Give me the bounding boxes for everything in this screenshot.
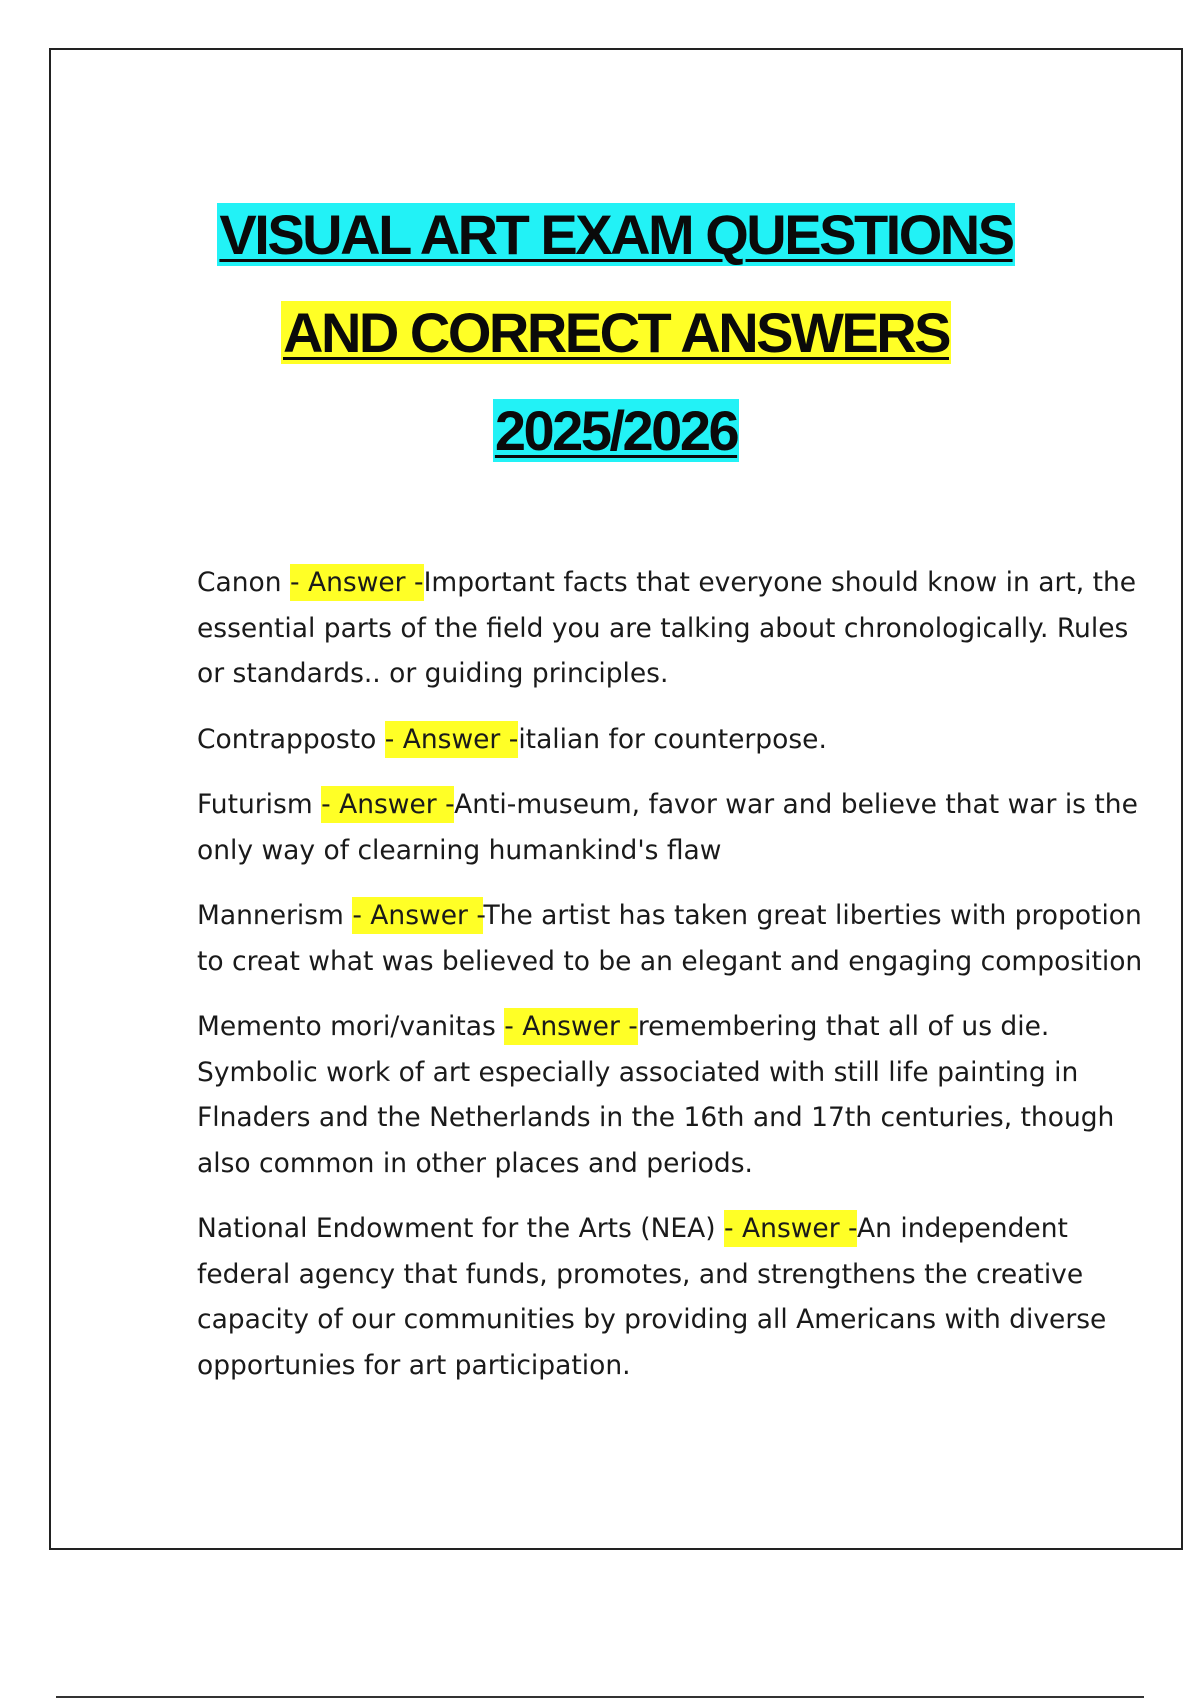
answer-separator: - Answer - [724, 1210, 857, 1247]
qa-item-mannerism [197, 893, 1147, 984]
answer-separator: - Answer - [290, 564, 424, 601]
title-text-3: 2025/2026 [494, 399, 738, 462]
title-line-2 [51, 284, 1181, 382]
qa-item-memento-mori [197, 1004, 1147, 1186]
answer-separator: - Answer - [385, 721, 519, 758]
answer: remembering that all of us die. Symbolic work of art especially associated with still life painting in Flnaders and the Netherlands in the 16th and 17th centuries, though also common in other places and periods. [197, 1011, 1115, 1179]
term: Futurism [197, 789, 322, 820]
page-frame [49, 48, 1183, 1550]
answer-separator: - Answer - [504, 1008, 638, 1045]
qa-item-canon [197, 560, 1147, 697]
term: Canon [197, 567, 290, 598]
term: Contrapposto [197, 723, 385, 755]
title-line-1 [51, 186, 1181, 284]
answer: italian for counterpose. [518, 723, 827, 755]
answer: The artist has taken great liberties with propotion to creat what was believed to be an elegant and engaging composition [197, 900, 1143, 977]
answer: An independent federal agency that funds, promotes, and strengthens the creative capacity of our communities by providing all Americans with diverse opportunies for art participation. [197, 1213, 1107, 1381]
term: Memento mori/vanitas [197, 1011, 505, 1042]
term: National Endowment for the Arts (NEA) [197, 1213, 725, 1244]
title-text-2: AND CORRECT ANSWERS [283, 301, 949, 364]
term: Mannerism [197, 900, 353, 931]
title-text-1: VISUAL ART EXAM QUESTIONS [219, 203, 1013, 266]
qa-item-futurism [197, 782, 1147, 873]
qa-item-nea [197, 1206, 1147, 1388]
answer: Anti-museum, favor war and believe that war is the only way of clearning humankind's flaw [197, 789, 1138, 866]
answer: Important facts that everyone should know in art, the essential parts of the field you are talking about chronologically. Rules or standards.. or guiding principles. [197, 567, 1137, 689]
bottom-rule [56, 1696, 1144, 1698]
document-title [51, 186, 1181, 480]
answer-separator: - Answer - [321, 786, 454, 823]
answer-separator: - Answer - [352, 897, 483, 934]
title-line-3 [51, 382, 1181, 480]
qa-list [197, 560, 1147, 1408]
qa-item-contrapposto [197, 717, 1147, 763]
